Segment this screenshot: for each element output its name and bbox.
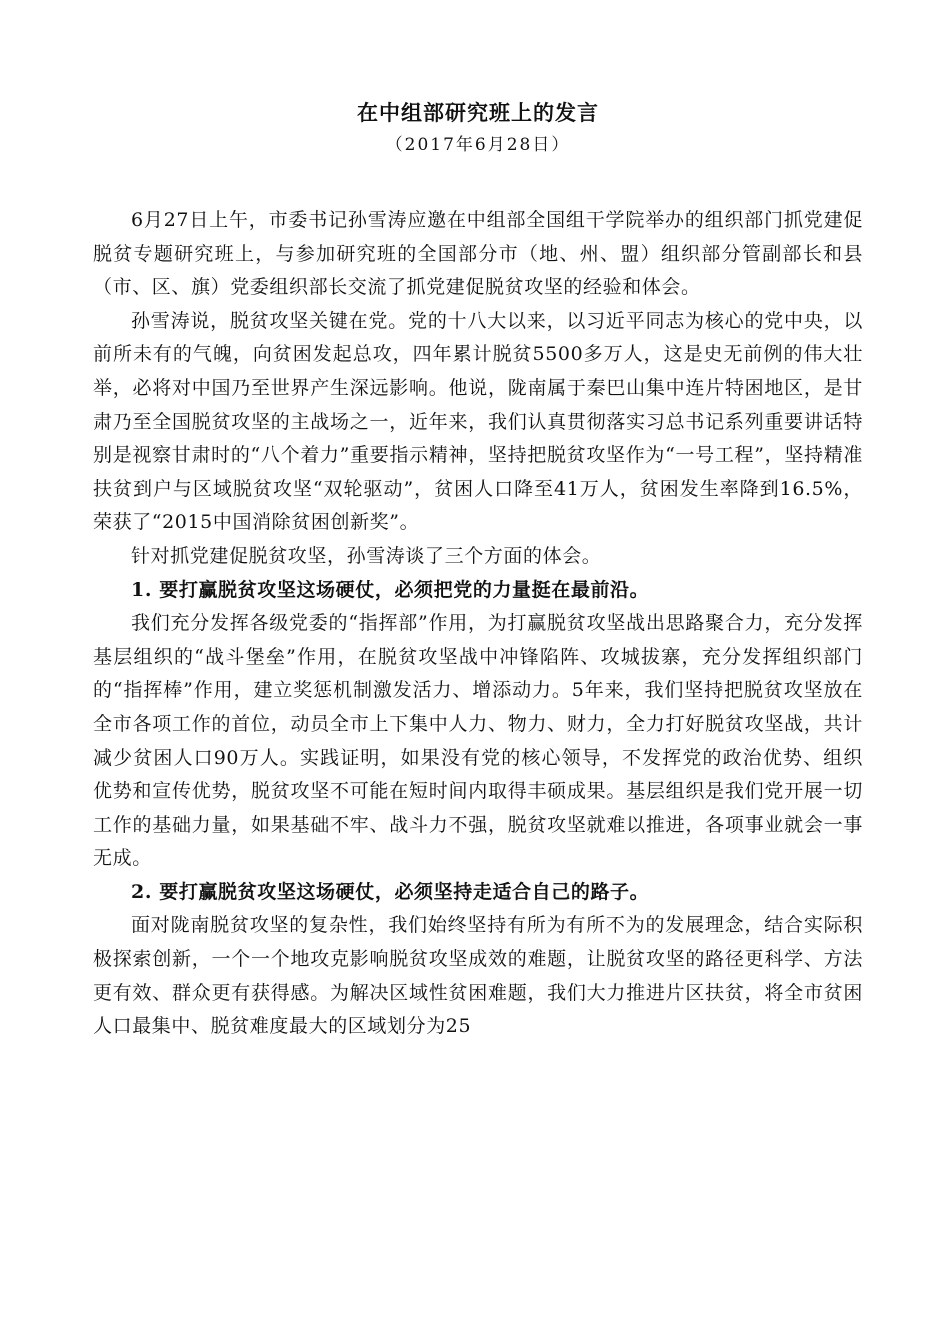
section-heading-2: 2. 要打赢脱贫攻坚这场硬仗，必须坚持走适合自己的路子。 [131,880,650,903]
paragraph-summary: 针对抓党建促脱贫攻坚，孙雪涛谈了三个方面的体会。 [131,544,602,567]
document-title: 在中组部研究班上的发言 [357,100,599,125]
paragraph-intro: 6月27日上午，市委书记孙雪涛应邀在中组部全国组干学院举办的组织部门抓党建促脱贫专题研究班上，与参加研究班的全国部分市（地、州、盟）组织部分管副部长和县（市、区、旗）党委组织部长交流了抓党建促脱贫攻坚的经验和体会。 [93,209,863,299]
document-date: （2017年6月28日） [385,135,571,155]
document-page [93,96,863,1044]
paragraph-background: 孙雪涛说，脱贫攻坚关键在党。党的十八大以来，以习近平同志为核心的党中央，以前所未有的气魄，向贫困发起总攻，四年累计脱贫5500多万人，这是史无前例的伟大壮举，必将对中国乃至世界产生深远影响。他说，陇南属于秦巴山集中连片特困地区，是甘肃乃至全国脱贫攻坚的主战场之一，近年来，我们认真贯彻落实习总书记系列重要讲话特别是视察甘肃时的“八个着力”重要指示精神，坚持把脱贫攻坚作为“一号工程”，坚持精准扶贫到户与区域脱贫攻坚“双轮驱动”，贫困人口降至41万人，贫困发生率降到16.5%，荣获了“2015中国消除贫困创新奖”。 [93,309,863,534]
paragraph-section-2: 面对陇南脱贫攻坚的复杂性，我们始终坚持有所为有所不为的发展理念，结合实际积极探索创新，一个一个地攻克影响脱贫攻坚成效的难题，让脱贫攻坚的路径更科学、方法更有效、群众更有获得感。为解决区域性贫困难题，我们大力推进片区扶贫，将全市贫困人口最集中、脱贫难度最大的区域划分为25 [93,914,863,1038]
paragraph-section-1: 我们充分发挥各级党委的“指挥部”作用，为打赢脱贫攻坚战出思路聚合力，充分发挥基层组织的“战斗堡垒”作用，在脱贫攻坚战中冲锋陷阵、攻城拔寨，充分发挥组织部门的“指挥棒”作用，建立奖惩机制激发活力、增添动力。5年来，我们坚持把脱贫攻坚放在全市各项工作的首位，动员全市上下集中人力、物力、财力，全力打好脱贫攻坚战，共计减少贫困人口90万人。实践证明，如果没有党的核心领导，不发挥党的政治优势、组织优势和宣传优势，脱贫攻坚不可能在短时间内取得丰硕成果。基层组织是我们党开展一切工作的基础力量，如果基础不牢、战斗力不强，脱贫攻坚就难以推进，各项事业就会一事无成。 [93,612,863,870]
section-heading-1: 1. 要打赢脱贫攻坚这场硬仗，必须把党的力量挺在最前沿。 [131,578,650,601]
